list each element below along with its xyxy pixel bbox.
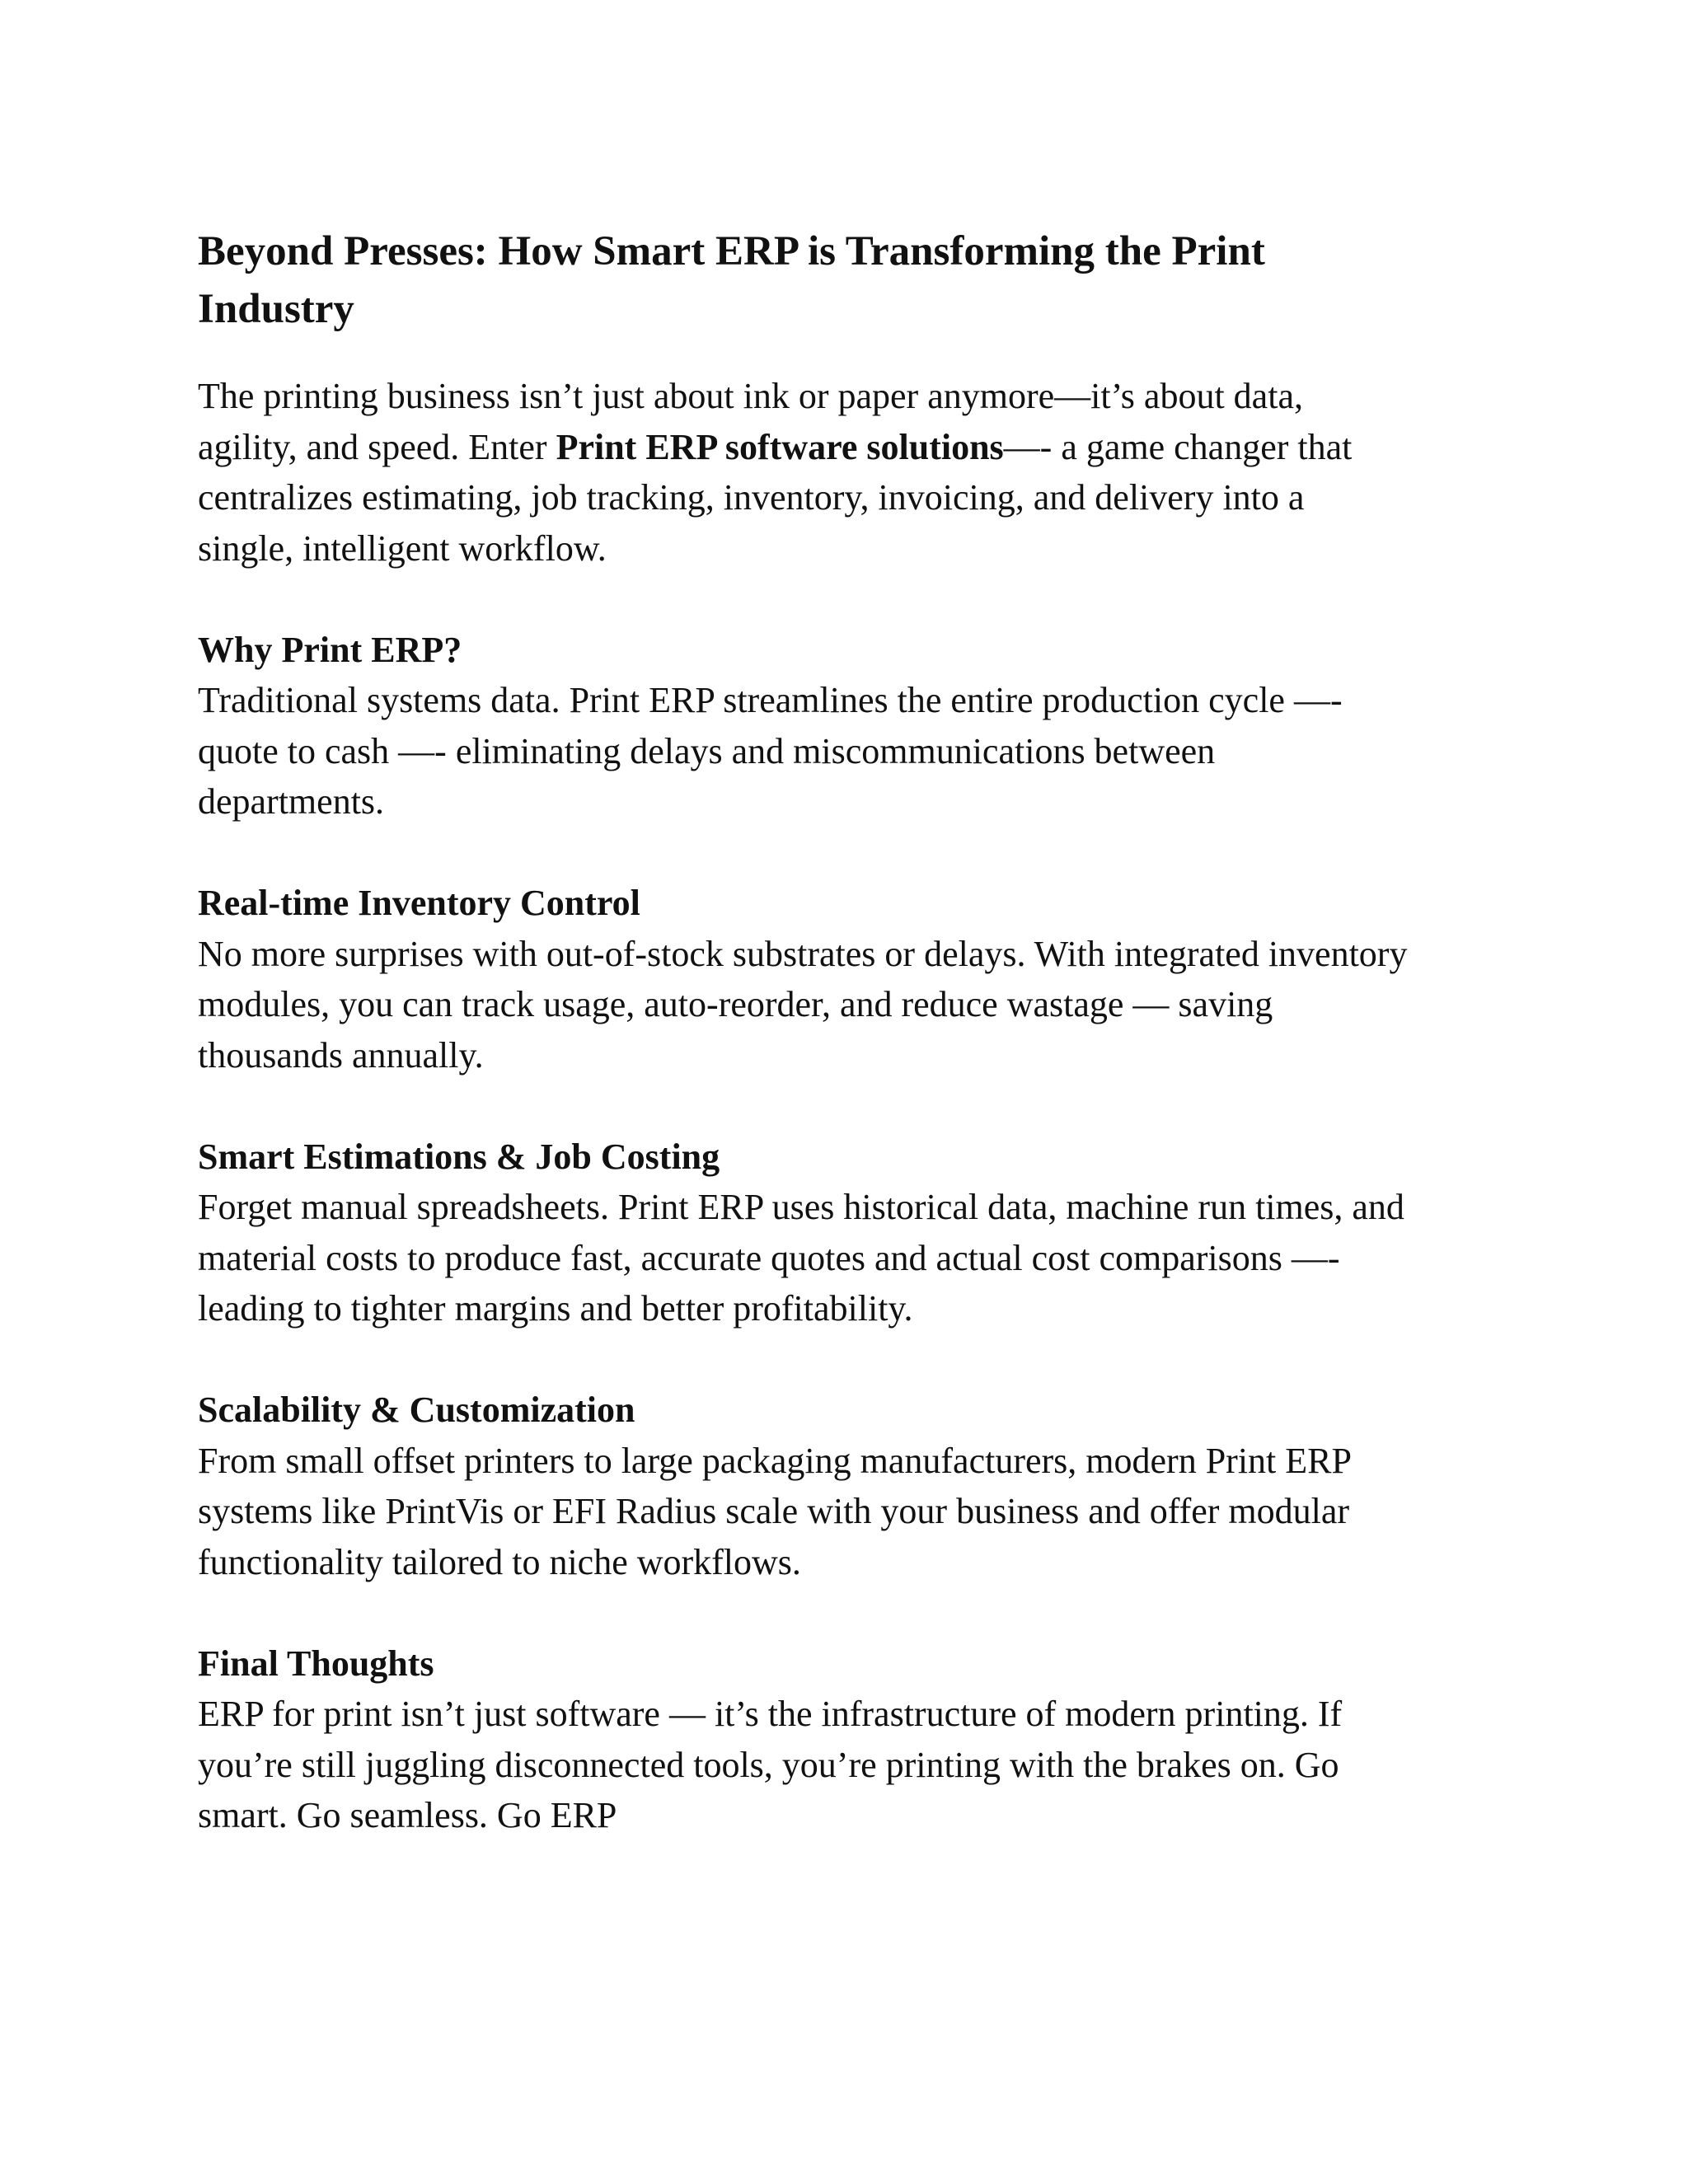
section-heading: Final Thoughts xyxy=(198,1643,434,1684)
paragraph-line: leading to tighter margins and better profitability. xyxy=(198,1288,913,1329)
section-final-thoughts xyxy=(198,1638,1500,1841)
paragraph-line: you’re still juggling disconnected tools, you’re printing with the brakes on. Go xyxy=(198,1744,1339,1785)
article-title xyxy=(198,223,1500,338)
text-run: agility, and speed. Enter xyxy=(198,426,556,467)
section-scalability-customization xyxy=(198,1385,1500,1587)
section-heading: Why Print ERP? xyxy=(198,629,462,670)
section-heading: Real-time Inventory Control xyxy=(198,883,640,923)
paragraph-line: centralizes estimating, job tracking, inventory, invoicing, and delivery into a xyxy=(198,477,1305,518)
section-heading: Scalability & Customization xyxy=(198,1390,635,1430)
paragraph-line: material costs to produce fast, accurate quotes and actual cost comparisons —- xyxy=(198,1237,1340,1278)
paragraph-line: No more surprises with out-of-stock substrates or delays. With integrated inventory xyxy=(198,933,1408,974)
paragraph-line: Forget manual spreadsheets. Print ERP uses historical data, machine run times, and xyxy=(198,1187,1404,1227)
intro-paragraph xyxy=(198,371,1500,574)
paragraph-line: departments. xyxy=(198,781,385,822)
title-line: Industry xyxy=(198,286,354,332)
paragraph-line: From small offset printers to large packaging manufacturers, modern Print ERP xyxy=(198,1440,1352,1481)
section-inventory-control xyxy=(198,878,1500,1080)
paragraph-line: ERP for print isn’t just software — it’s the infrastructure of modern printing. If xyxy=(198,1694,1343,1734)
document-page xyxy=(198,223,1500,1841)
paragraph-line: smart. Go seamless. Go ERP xyxy=(198,1795,617,1835)
section-estimations-costing xyxy=(198,1132,1500,1334)
paragraph-line: functionality tailored to niche workflows. xyxy=(198,1541,801,1582)
paragraph-line xyxy=(198,422,1500,473)
paragraph-line: systems like PrintVis or EFI Radius scale with your business and offer modular xyxy=(198,1491,1350,1531)
text-run: —- a game changer that xyxy=(1003,426,1353,467)
paragraph-line: single, intelligent workflow. xyxy=(198,527,607,569)
paragraph-line: modules, you can track usage, auto-reorder, and reduce wastage — saving xyxy=(198,984,1273,1024)
section-why-print-erp xyxy=(198,625,1500,827)
paragraph-line: thousands annually. xyxy=(198,1034,484,1076)
section-heading: Smart Estimations & Job Costing xyxy=(198,1136,720,1177)
title-line: Beyond Presses: How Smart ERP is Transforming the Print xyxy=(198,228,1265,274)
paragraph-line: quote to cash —- eliminating delays and miscommunications between xyxy=(198,730,1216,771)
paragraph-line: The printing business isn’t just about ink or paper anymore—it’s about data, xyxy=(198,376,1303,416)
bold-term: Print ERP software solutions xyxy=(556,426,1004,467)
paragraph-line: Traditional systems data. Print ERP streamlines the entire production cycle —- xyxy=(198,680,1343,720)
